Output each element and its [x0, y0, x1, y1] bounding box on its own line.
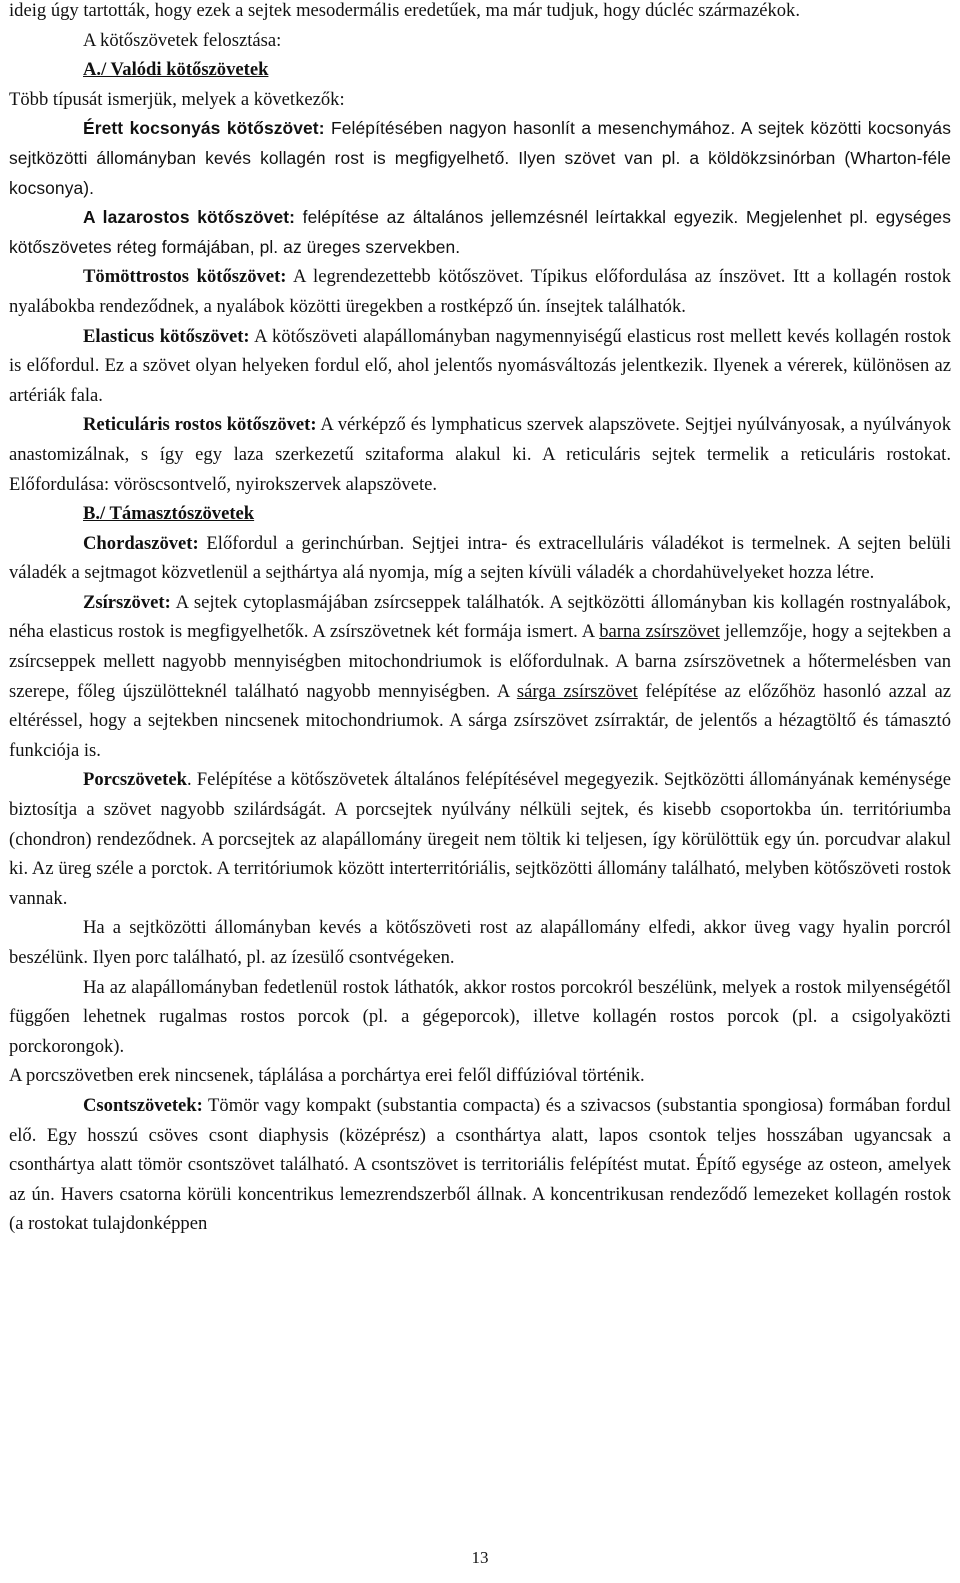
- barna-zsirszovet-term: barna zsírszövet: [599, 621, 720, 643]
- lazarostos-paragraph: A lazarostos kötőszövet: felépítése az általános jellemzésnél leírtakkal egyezik. Megjelenhet pl. egységes kötőszövetes réteg formájában, pl. az üreges szervekben.: [9, 207, 951, 257]
- chorda-paragraph: Chordaszövet: Előfordul a gerinchúrban. Sejtjei intra- és extracelluláris váladékot is termelnek. A sejten belüli váladék a sejtmagot közvetlenül a sejthártya alá nyomja, míg a sejten kívüli váladék a chordahüvelyeket hozza létre.: [9, 532, 951, 584]
- porc-term: Porcszövetek: [83, 769, 187, 791]
- rostos-porc-paragraph: Ha az alapállományban fedetlenül rostok láthatók, akkor rostos porcokról beszélünk, melyek a rostok milyenségétől függően lehetnek rugalmas rostos porcok (pl. a gégeporcok), illetve kollagén rostos porcok (pl. a csigolyaközti porckorongok).: [9, 976, 951, 1057]
- section-b-heading: B./ Támasztószövetek: [83, 503, 255, 525]
- elasticus-paragraph: Elasticus kötőszövet: A kötőszöveti alapállományban nagymennyiségű elasticus rost mellett kevés kollagén rostok is előfordul. Ez a szövet olyan helyeken fordul elő, ahol jelentős nyomásváltozás jelentkezik. Ilyenek a vérerek, különösen az artériák fala.: [9, 325, 951, 406]
- elasticus-term: Elasticus kötőszövet:: [83, 325, 250, 347]
- page-number: 13: [471, 1548, 489, 1567]
- reticularis-term: Reticuláris rostos kötőszövet:: [83, 414, 317, 436]
- erett-term: Érett kocsonyás kötőszövet:: [83, 118, 325, 139]
- chorda-term: Chordaszövet:: [83, 532, 199, 554]
- porc-paragraph: Porcszövetek. Felépítése a kötőszövetek általános felépítésével megegyezik. Sejtközötti állományának keménysége biztosítja a szövet nagyobb szilárdságát. A porcsejtek nyúlvány nélküli sejtek, és kisebb csoportokba ún. territóriumba (chondron) rendeződnek. A porcsejtek az alapállomány üregeit nem töltik ki teljesen, így körülöttük egy ún. porcudvar alakul ki. Az üreg széle a porctok. A territóriumok között interterritóriális, sejtközötti állomány található, melyben kötőszöveti rostok vannak.: [9, 769, 951, 909]
- csont-paragraph: Csontszövetek: Tömör vagy kompakt (substantia compacta) és a szivacsos (substantia spongiosa) formában fordul elő. Egy hosszú csöves csont diaphysis (középrész) a csonthártya alatt, lapos csontok teljes hosszában ugyancsak a csonthártya alatt tömör csontszövet található. A csontszövet is territoriális felépítést mutat. Építő egysége az osteon, amelyek az ún. Havers csatorna körüli koncentrikus lemezrendszerből állnak. A koncentrikusan rendeződő lemezeket kollagén rostok (a rostokat tulajdonképpen: [9, 1094, 951, 1235]
- zsir-paragraph: Zsírszövet: A sejtek cytoplasmájában zsírcseppek találhatók. A sejtközötti állományban kis kollagén rostnyalábok, néha elasticus rostok is megfigyelhetők. A zsírszövetnek két formája ismert. A barna zsírszövet jellemzője, hogy a sejtekben a zsírcseppek mellett nagyobb mennyiségben mitochondriumok is előfordulnak. A barna zsírszövetnek a hőtermelésben van szerepe, főleg újszülötteknél található nagyobb mennyiségben. A sárga zsírszövet felépítése az előzőhöz hasonló azzal az eltéréssel, hogy a sejtekben nincsenek mitochondriumok. A sárga zsírszövet zsírraktár, de jelentős a hézagtöltő és támasztó funkciója is.: [9, 591, 951, 761]
- sarga-zsirszovet-term: sárga zsírszövet: [516, 680, 638, 702]
- zsir-term: Zsírszövet:: [83, 591, 171, 613]
- reticularis-paragraph: Reticuláris rostos kötőszövet: A vérképző és lymphaticus szervek alapszövete. Sejtjei nyúlványosak, a nyúlványok anastomizálnak, s így egy laza szerkezetű szitaforma alakul ki. A reticuláris sejtek termelik a reticuláris rostokat. Előfordulása: vöröscsontvelő, nyirokszervek alapszövete.: [9, 414, 951, 495]
- section-a-heading: A./ Valódi kötőszövetek: [83, 59, 269, 81]
- lazarostos-term: A lazarostos kötőszövet:: [83, 207, 296, 228]
- section-a-intro: Több típusát ismerjük, melyek a következők:: [9, 88, 345, 110]
- tomottrostos-term: Tömöttrostos kötőszövet:: [83, 266, 287, 288]
- erett-paragraph: Érett kocsonyás kötőszövet: Felépítésében nagyon hasonlít a mesenchymához. A sejtek közötti kocsonyás sejtközötti állományban kevés kollagén rost is megfigyelhető. Ilyen szövet van pl. a köldökzsinórban (Wharton-féle kocsonya).: [9, 118, 951, 198]
- division-line: A kötőszövetek felosztása:: [83, 29, 282, 51]
- tomottrostos-paragraph: Tömöttrostos kötőszövet: A legrendezettebb kötőszövet. Típikus előfordulása az ínszövet. Itt a kollagén rostok nyalábokba rendeződnek, a nyalábok közötti üregekben a rostképző ún. ínsejtek találhatók.: [9, 266, 951, 317]
- intro-line: ideig úgy tartották, hogy ezek a sejtek mesodermális eredetűek, ma már tudjuk, hogy dúcléc származékok.: [9, 0, 800, 21]
- csont-term: Csontszövetek:: [83, 1094, 203, 1116]
- porc-erek-paragraph: A porcszövetben erek nincsenek, táplálása a porchártya erei felől diffúzióval történik.: [9, 1065, 645, 1087]
- hyalin-paragraph: Ha a sejtközötti állományban kevés a kötőszöveti rost az alapállomány elfedi, akkor üveg vagy hyalin porcról beszélünk. Ilyen porc található, pl. az ízesülő csontvégeken.: [9, 917, 951, 968]
